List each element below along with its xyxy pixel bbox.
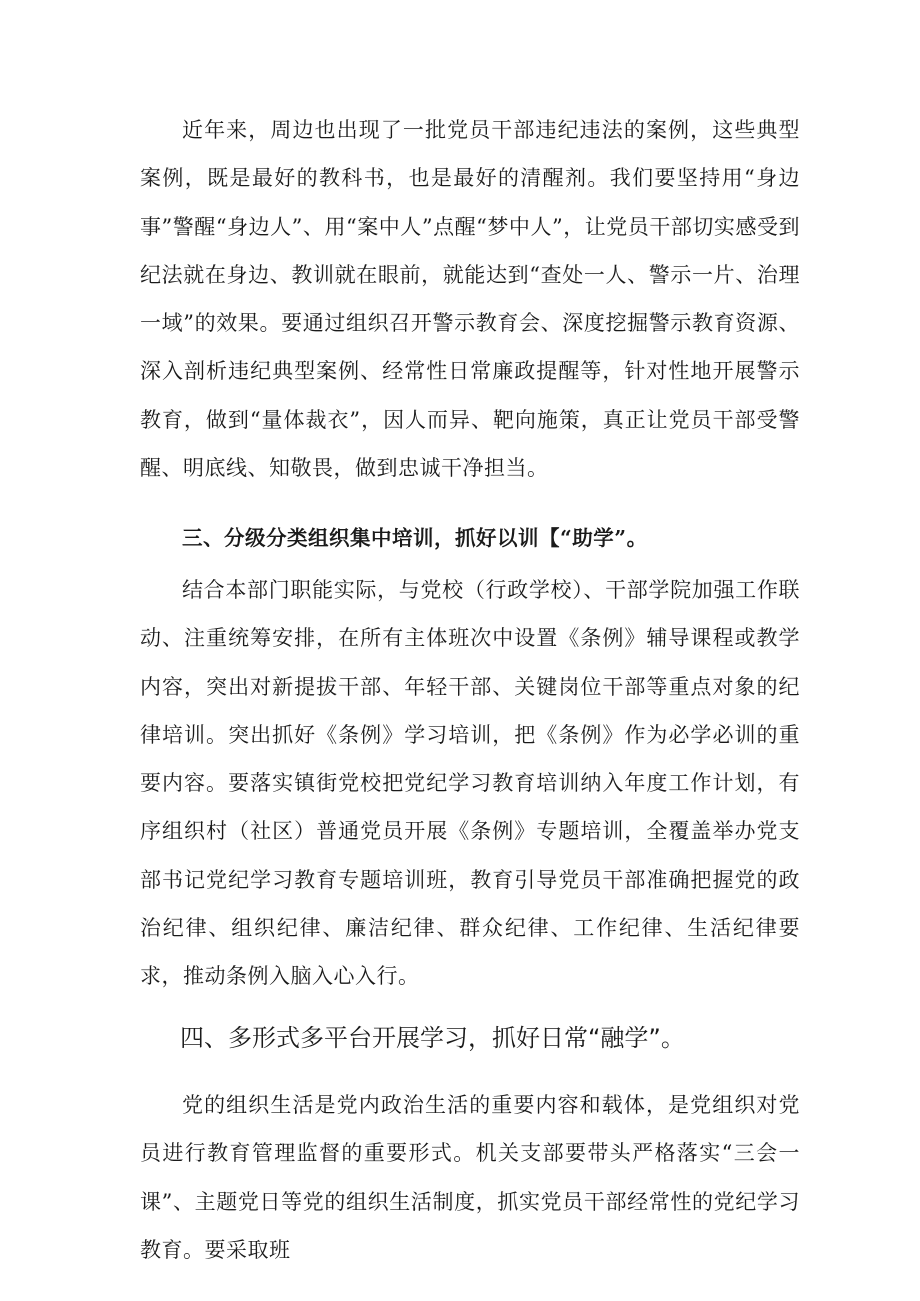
section-heading-4: 四、多形式多平台开展学习，抓好日常“融学”。 — [180, 1024, 685, 1052]
paragraph-training: 结合本部门职能实际，与党校（行政学校）、干部学院加强工作联动、注重统筹安排，在所有主体班次中设置《条例》辅导课程或教学内容，突出对新提拔干部、年轻干部、关键岗位干部等重点对象的纪律培训。突出抓好《条例》学习培训，把《条例》作为必学必训的重要内容。要落实镇街党校把党纪学习教育培训纳入年度工作计划，有序组织村（社区）普通党员开展《条例》专题培训，全覆盖举办党支部书记党纪学习教育专题培训班，教育引导党员干部准确把握党的政治纪律、组织纪律、廉洁纪律、群众纪律、工作纪律、生活纪律要求，推动条例入脑入心入行。 — [140, 578, 800, 989]
paragraph-organization-life: 党的组织生活是党内政治生活的重要内容和载体，是党组织对党员进行教育管理监督的重要形式。机关支部要带头严格落实“三会一课”、主题党日等党的组织生活制度，抓实党员干部经常性的党纪学习教育。要采取班 — [140, 1093, 800, 1262]
section-heading-3: 三、分级分类组织集中培训，抓好以训【“助学”。 — [182, 526, 648, 550]
paragraph-warning-education: 近年来，周边也出现了一批党员干部违纪违法的案例，这些典型案例，既是最好的教科书，也是最好的清醒剂。我们要坚持用“身边事”警醒“身边人”、用“案中人”点醒“梦中人”，让党员干部切实感受到纪法就在身边、教训就在眼前，就能达到“查处一人、警示一片、治理一域”的效果。要通过组织召开警示教育会、深度挖掘警示教育资源、深入剖析违纪典型案例、经常性日常廉政提醒等，针对性地开展警示教育，做到“量体裁衣”，因人而异、靶向施策，真正让党员干部受警醒、明底线、知敬畏，做到忠诚干净担当。 — [140, 118, 800, 481]
